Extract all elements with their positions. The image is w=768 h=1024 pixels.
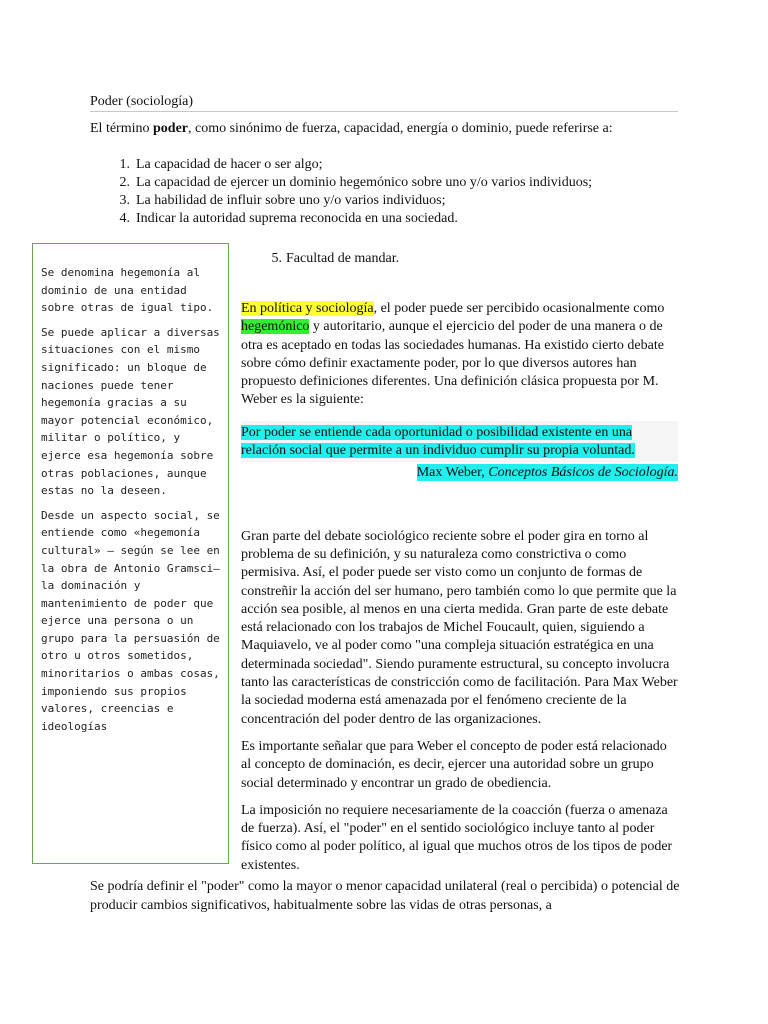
list-number: 1. (119, 157, 130, 172)
highlight-politica-sociologia: En política y sociología (241, 301, 374, 316)
sidebar-paragraph-1: Se denomina hegemonía al dominio de una entidad sobre otras de igual tipo. (41, 266, 214, 315)
page-title: Poder (sociología) (90, 94, 678, 112)
highlight-hegemonico: hegemónico (241, 319, 310, 335)
attribution-author: Max Weber, (416, 465, 489, 481)
definition-list (100, 156, 660, 228)
list-text: La capacidad de hacer o ser algo; (136, 157, 323, 172)
paragraph-weber-dominacion: Es importante señalar que para Weber el concepto de poder está relacionado al concepto de dominación, es decir, ejercer una autoridad sobre un grupo social determinado y encontrar un grado de obediencia. (241, 738, 667, 791)
sidebar-paragraph-2: Se puede aplicar a diversas situaciones con el mismo significado: un bloque de naciones puede tener hegemonía gracias a su mayor potencial económico, militar o político, y ejerce esa hegemonía sobre otras poblaciones, aunque estas no la deseen. (41, 325, 220, 498)
list-text: Indicar la autoridad suprema reconocida en una sociedad. (136, 211, 458, 226)
attribution-work: Conceptos Básicos de Sociología. (488, 465, 678, 481)
paragraph-imposicion: La imposición no requiere necesariamente de la coacción (fuerza o amenaza de fuerza). Así, el "poder" en el sentido sociológico incluye tanto al poder físico como al poder político, al igual que muchos otros de los tipos de poder existentes. (241, 802, 673, 873)
sidebar-textbox-hegemonia (32, 243, 229, 864)
list-text: La habilidad de influir sobre uno y/o varios individuos; (136, 193, 446, 208)
paragraph-politica (241, 300, 678, 410)
list-number: 4. (119, 211, 130, 226)
paragraph-text: , el poder puede ser percibido ocasionalmente como (373, 301, 665, 316)
paragraph-text: y autoritario, aunque el ejercicio del poder de una manera o de otra es aceptado en todas las sociedades humanas. Ha existido cierto debate sobre cómo definir exactamente poder, por lo que diversos autores han propuesto definiciones diferentes. Una definición clásica propuesta por M. Weber es la siguiente: (241, 319, 664, 408)
paragraph-definicion-poder: Se podría definir el "poder" como la mayor o menor capacidad unilateral (real o percibida) o potencial de producir cambios significativos, habitualmente sobre las vidas de otras personas, a (90, 879, 680, 913)
intro-paragraph (90, 120, 690, 138)
intro-bold-term: poder (153, 121, 188, 136)
list-item-5 (240, 250, 640, 268)
list-item (100, 210, 660, 228)
list-item (100, 156, 660, 174)
intro-text-before: El término (90, 121, 153, 136)
list-number: 2. (119, 175, 130, 190)
list-text: La capacidad de ejercer un dominio hegemónico sobre uno y/o varios individuos; (136, 175, 593, 190)
list-text: Facultad de mandar. (286, 251, 400, 266)
list-number: 5. (271, 251, 282, 266)
quote-text: Por poder se entiende cada oportunidad o posibilidad existente en una relación social que permite a un individuo cumplir su propia voluntad. (241, 424, 635, 459)
intro-text-after: , como sinónimo de fuerza, capacidad, energía o dominio, puede referirse a: (188, 121, 613, 136)
weber-quote (241, 421, 678, 463)
list-item (100, 192, 660, 210)
list-number: 3. (119, 193, 130, 208)
paragraph-debate: Gran parte del debate sociológico reciente sobre el poder gira en torno al problema de su definición, y su naturaleza como constrictiva o como permisiva. Así, el poder puede ser visto como un conjunto de formas de constreñir la acción del ser humano, pero también como lo que permite que la acción sea posible, al menos en una cierta medida. Gran parte de este debate está relacionado con los trabajos de Michel Foucault, quien, siguiendo a Maquiavelo, ve al poder como "una compleja situación estratégica en una determinada sociedad". Siendo puramente estructural, su concepto involucra tanto las características de constricción como de facilitación. Para Max Weber la sociedad moderna está amenazada por el fenómeno creciente de la concentración del poder dentro de las organizaciones. (241, 528, 678, 727)
main-column (241, 300, 678, 875)
list-item (100, 174, 660, 192)
sidebar-paragraph-3: Desde un aspecto social, se entiende como «hegemonía cultural» — según se lee en la obra de Antonio Gramsci— la dominación y mantenimiento de poder que ejerce una persona o un grupo para la persuasión de otro u otros sometidos, minoritarios o ambas cosas, imponiendo sus propios valores, creencias e ideologías (41, 508, 220, 733)
quote-attribution (241, 464, 678, 482)
